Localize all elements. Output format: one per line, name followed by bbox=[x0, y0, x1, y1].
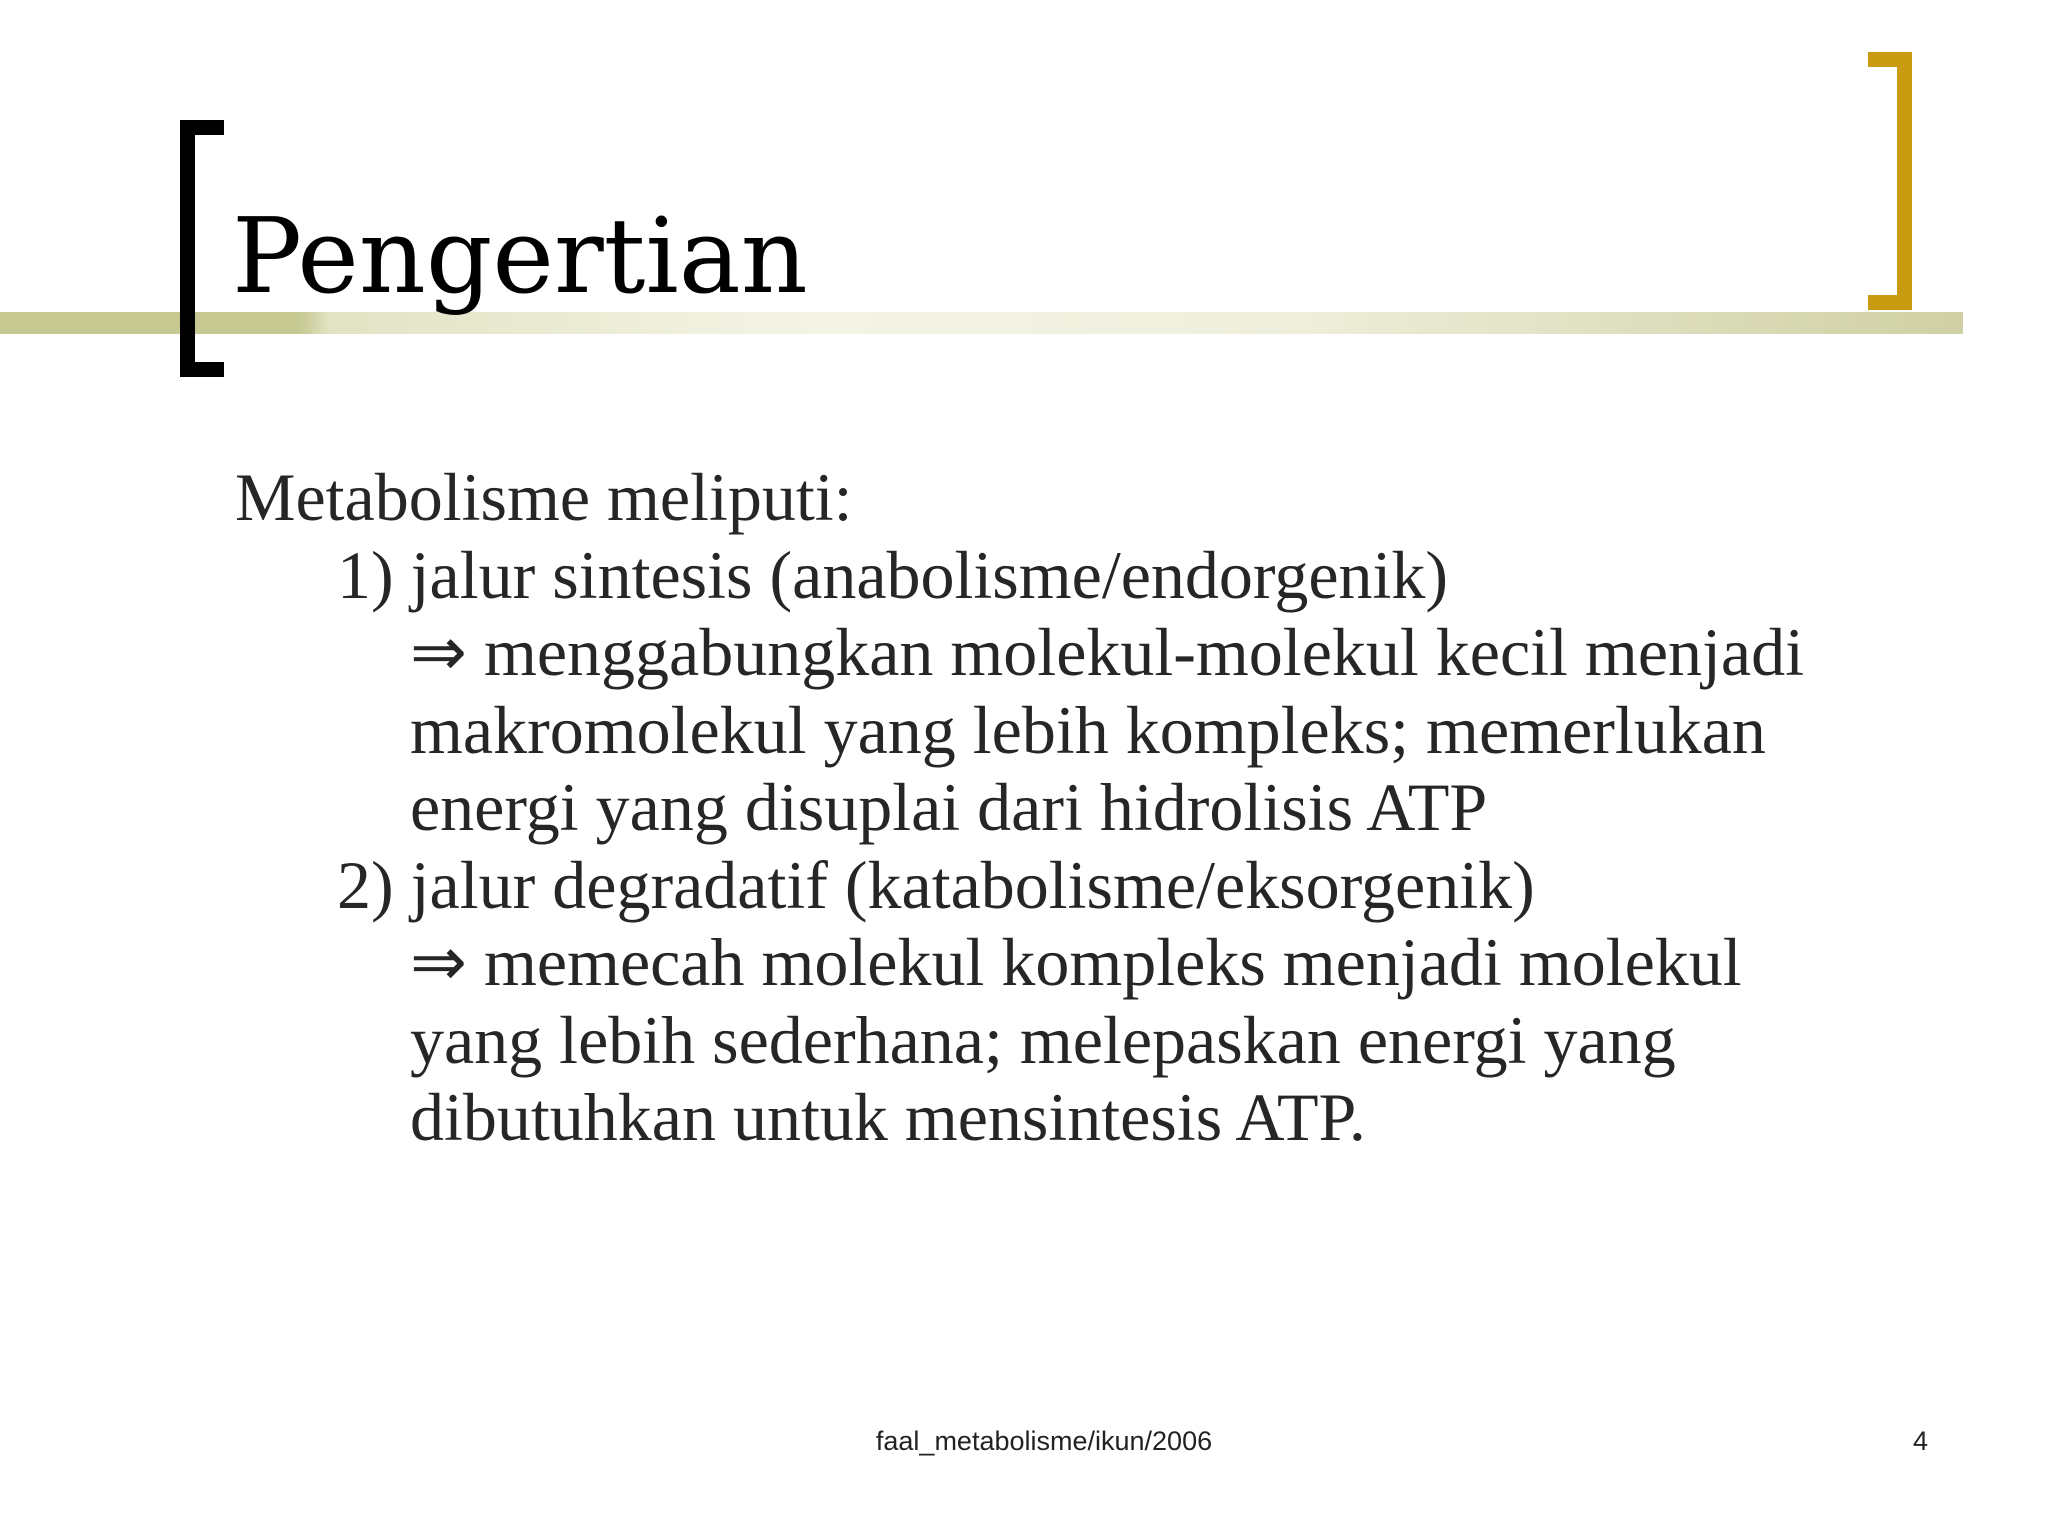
slide-footer: faal_metabolisme/ikun/2006 bbox=[875, 1426, 1213, 1456]
list-item-text: energi yang disuplai dari hidrolisis ATP bbox=[410, 769, 1488, 845]
list-item-heading: 2) jalur degradatif (katabolisme/eksorgenik) bbox=[337, 846, 1535, 923]
list-item-text: ⇒ memecah molekul kompleks menjadi molekul bbox=[410, 924, 1742, 1000]
body-intro: Metabolisme meliputi: bbox=[235, 459, 853, 535]
right-bracket-decoration bbox=[1868, 52, 1912, 310]
list-item-text: dibutuhkan untuk mensintesis ATP. bbox=[410, 1079, 1366, 1155]
page-number: 4 bbox=[1912, 1426, 1928, 1456]
slide-title: Pengertian bbox=[232, 195, 808, 317]
slide-body bbox=[235, 459, 1955, 1157]
list-item-heading: 1) jalur sintesis (anabolisme/endorgenik) bbox=[337, 536, 1449, 613]
list-item-text: ⇒ menggabungkan molekul-molekul kecil menjadi bbox=[410, 614, 1804, 690]
left-bracket-decoration bbox=[180, 120, 224, 377]
list-item-text: makromolekul yang lebih kompleks; memerlukan bbox=[410, 691, 1766, 768]
list-item-text: yang lebih sederhana; melepaskan energi yang bbox=[410, 1001, 1676, 1078]
